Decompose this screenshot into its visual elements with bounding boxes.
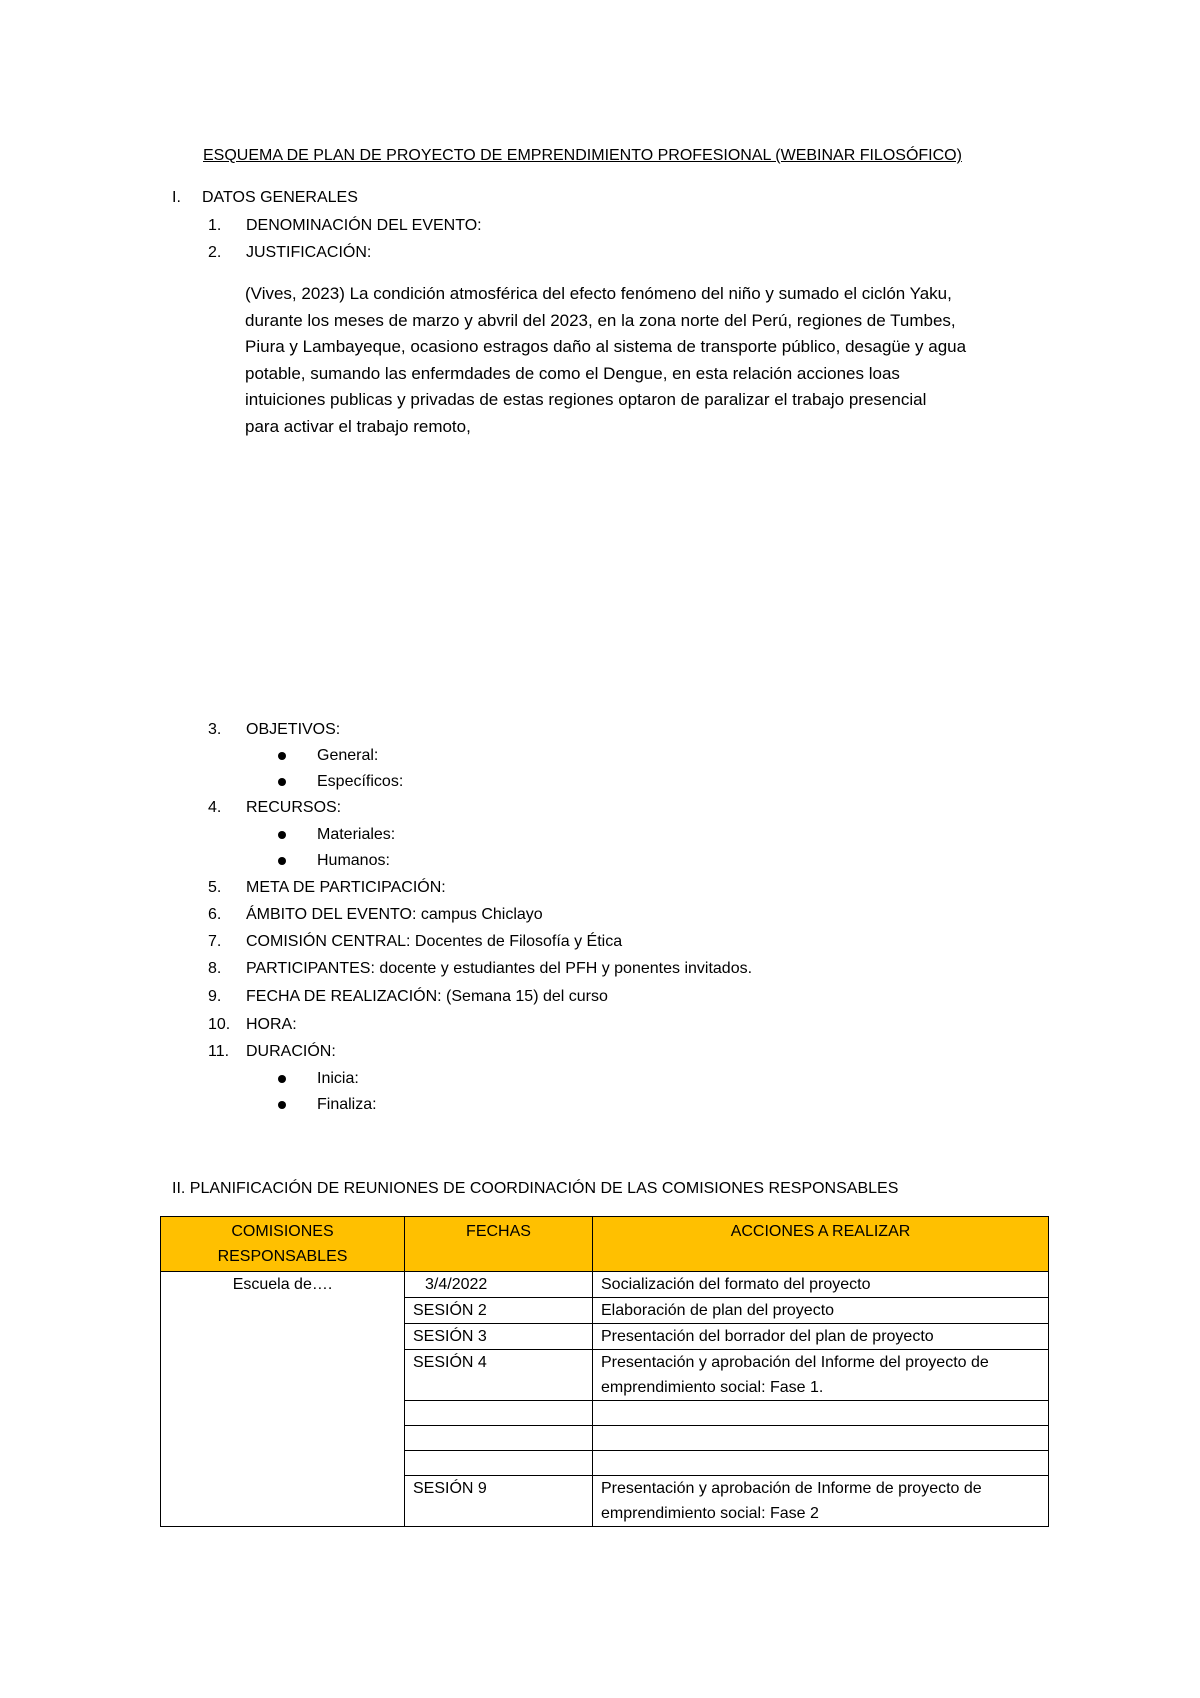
commission-cell: Escuela de…. — [161, 1272, 405, 1527]
table-row — [161, 1272, 1049, 1298]
accion-cell: Presentación y aprobación del Informe del proyecto de emprendimiento social: Fase 1. — [593, 1350, 1049, 1401]
bullet-dot — [278, 752, 286, 760]
fecha-cell: 3/4/2022 — [405, 1272, 593, 1298]
section-number: I. — [172, 189, 181, 206]
document-title: ESQUEMA DE PLAN DE PROYECTO DE EMPRENDIMIENTO PROFESIONAL (WEBINAR FILOSÓFICO) — [203, 147, 962, 164]
section-title: DATOS GENERALES — [202, 189, 358, 206]
section-1-heading — [172, 189, 358, 207]
bullet-dot — [278, 1075, 286, 1083]
justification-paragraph: (Vives, 2023) La condición atmosférica del efecto fenómeno del niño y sumado el ciclón Yaku, durante los meses de marzo y abvril del 2023, en la zona norte del Perú, regiones de Tumbes, Piura y Lambayeque, ocasiono estragos daño al sistema de transporte público, desagüe y agua potable, sumando las enfermdades de como el Dengue, en esta relación acciones loas intuiciones publicas y privadas de estas regiones optaron de paralizar el trabajo presencial para activar el trabajo remoto, — [245, 284, 967, 436]
header-fechas: FECHAS — [405, 1217, 593, 1272]
header-comisiones: COMISIONES RESPONSABLES — [161, 1217, 405, 1272]
accion-cell — [593, 1426, 1049, 1451]
item-denominacion: 1. DENOMINACIÓN DEL EVENTO: — [208, 217, 482, 234]
item-ambito: 6. ÁMBITO DEL EVENTO: campus Chiclayo — [208, 906, 543, 923]
section-2-heading: II. PLANIFICACIÓN DE REUNIONES DE COORDINACIÓN DE LAS COMISIONES RESPONSABLES — [172, 1180, 899, 1197]
item-comision: 7. COMISIÓN CENTRAL: Docentes de Filosofía y Ética — [208, 933, 623, 950]
item-participantes: 8. PARTICIPANTES: docente y estudiantes del PFH y ponentes invitados. — [208, 960, 753, 977]
bullet-dot — [278, 857, 286, 865]
fecha-cell: SESIÓN 4 — [405, 1350, 593, 1401]
fecha-cell — [405, 1426, 593, 1451]
accion-cell: Socialización del formato del proyecto — [593, 1272, 1049, 1298]
item-duracion: 11. DURACIÓN: — [208, 1043, 336, 1060]
accion-cell — [593, 1401, 1049, 1426]
accion-cell — [593, 1451, 1049, 1476]
bullet-dot — [278, 778, 286, 786]
item-fecha: 9. FECHA DE REALIZACIÓN: (Semana 15) del curso — [208, 988, 608, 1005]
table-header-row — [161, 1217, 1049, 1272]
fecha-cell: SESIÓN 9 — [405, 1476, 593, 1527]
header-acciones: ACCIONES A REALIZAR — [593, 1217, 1049, 1272]
item-objetivos: 3. OBJETIVOS: — [208, 721, 341, 738]
fecha-cell — [405, 1451, 593, 1476]
fecha-cell — [405, 1401, 593, 1426]
bullet-dot — [278, 831, 286, 839]
accion-cell: Elaboración de plan del proyecto — [593, 1298, 1049, 1324]
fecha-cell: SESIÓN 2 — [405, 1298, 593, 1324]
planning-table — [160, 1216, 1049, 1527]
fecha-cell: SESIÓN 3 — [405, 1324, 593, 1350]
accion-cell: Presentación del borrador del plan de proyecto — [593, 1324, 1049, 1350]
bullet-dot — [278, 1101, 286, 1109]
item-justificacion: 2. JUSTIFICACIÓN: — [208, 244, 372, 261]
item-recursos: 4. RECURSOS: — [208, 799, 342, 816]
item-hora: 10. HORA: — [208, 1016, 297, 1033]
item-meta: 5. META DE PARTICIPACIÓN: — [208, 879, 446, 896]
accion-cell: Presentación y aprobación de Informe de proyecto de emprendimiento social: Fase 2 — [593, 1476, 1049, 1527]
